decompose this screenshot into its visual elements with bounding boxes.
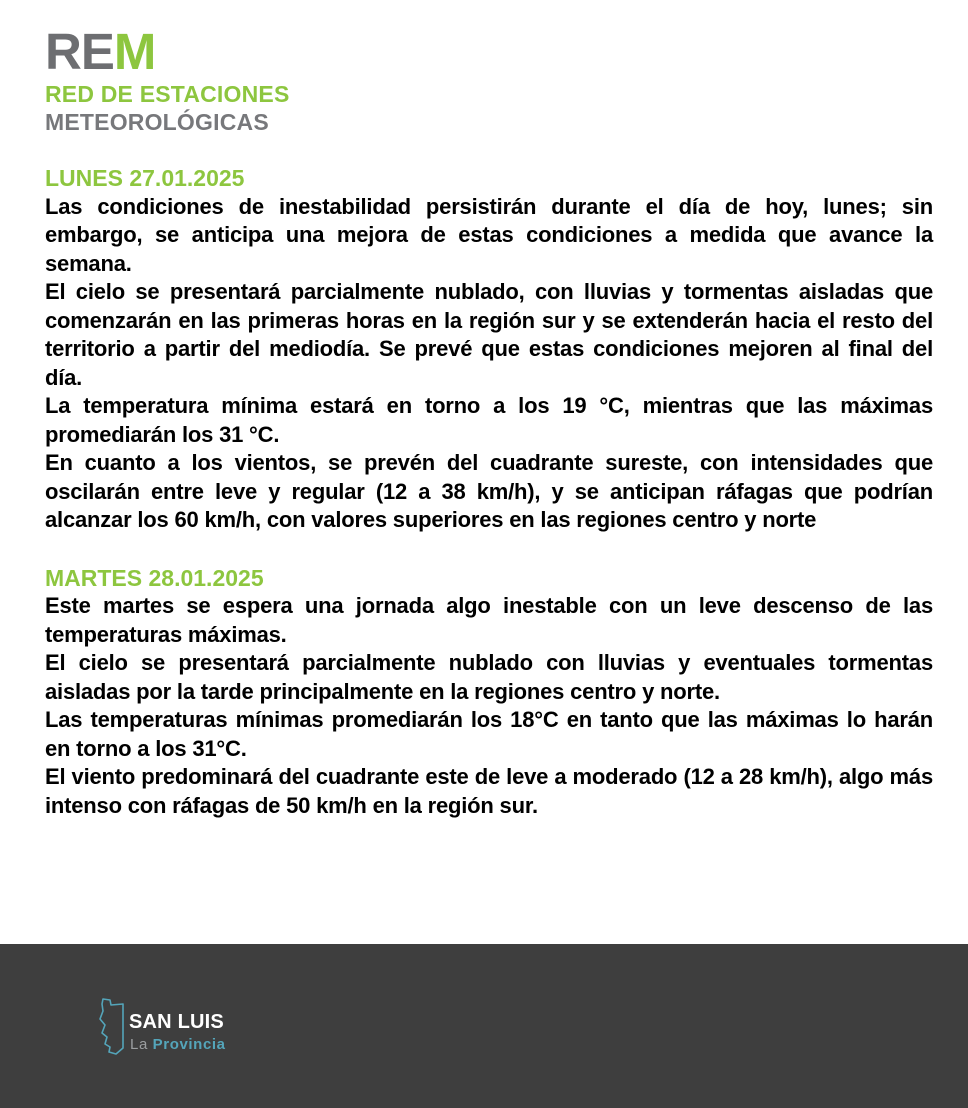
san-luis-logo-title: SAN LUIS bbox=[129, 1011, 224, 1033]
san-luis-logo-subtitle bbox=[130, 1037, 226, 1052]
lunes-paragraph-sky: El cielo se presentará parcialmente nublado, con lluvias y tormentas aisladas que comenzarán en las primeras horas en la región sur y se extenderán hacia el resto del territorio a partir del mediodía. Se prevé que estas condiciones mejoren al final del día. bbox=[45, 279, 933, 390]
rem-logo-line1: RED DE ESTACIONES bbox=[45, 81, 290, 107]
san-luis-logo-subtitle-la: La bbox=[130, 1036, 148, 1053]
san-luis-logo-subtitle-provincia: Provincia bbox=[152, 1036, 226, 1053]
martes-paragraph-temperatures: Las temperaturas mínimas promediarán los 18°C en tanto que las máximas lo harán en torno a los 31°C. bbox=[45, 707, 933, 761]
section-martes-heading: MARTES 28.01.2025 bbox=[45, 564, 264, 591]
martes-paragraph-sky: El cielo se presentará parcialmente nublado con lluvias y eventuales tormentas aisladas por la tarde principalmente en la regiones centro y norte. bbox=[45, 650, 933, 704]
martes-paragraph-winds: El viento predominará del cuadrante este de leve a moderado (12 a 28 km/h), algo más intenso con ráfagas de 50 km/h en la región sur. bbox=[45, 764, 933, 818]
lunes-paragraph-temperatures: La temperatura mínima estará en torno a los 19 °C, mientras que las máximas promediarán los 31 °C. bbox=[45, 393, 933, 447]
martes-paragraph-conditions: Este martes se espera una jornada algo inestable con un leve descenso de las temperaturas máximas. bbox=[45, 593, 933, 647]
lunes-paragraph-winds: En cuanto a los vientos, se prevén del cuadrante sureste, con intensidades que oscilarán entre leve y regular (12 a 38 km/h), y se anticipan ráfagas que podrían alcanzar los 60 km/h, con valores superiores en las regiones centro y norte bbox=[45, 450, 933, 532]
section-lunes-heading: LUNES 27.01.2025 bbox=[45, 165, 245, 191]
rem-logo-acronym bbox=[45, 23, 933, 80]
rem-logo-acronym-green: M bbox=[113, 23, 156, 80]
section-lunes bbox=[45, 164, 933, 535]
rem-logo-acronym-gray: RE bbox=[45, 23, 114, 80]
footer-bar bbox=[0, 944, 968, 1108]
rem-logo bbox=[45, 23, 933, 135]
forecast-report bbox=[45, 164, 933, 820]
section-martes bbox=[45, 564, 933, 821]
san-luis-logo-text bbox=[129, 1006, 226, 1052]
san-luis-logo bbox=[95, 997, 226, 1061]
lunes-paragraph-conditions: Las condiciones de inestabilidad persistirán durante el día de hoy, lunes; sin embargo, se anticipa una mejora de estas condiciones a medida que avance la semana. bbox=[45, 193, 933, 276]
san-luis-province-outline-icon bbox=[95, 997, 126, 1061]
rem-logo-line2: METEOROLÓGICAS bbox=[45, 109, 269, 135]
